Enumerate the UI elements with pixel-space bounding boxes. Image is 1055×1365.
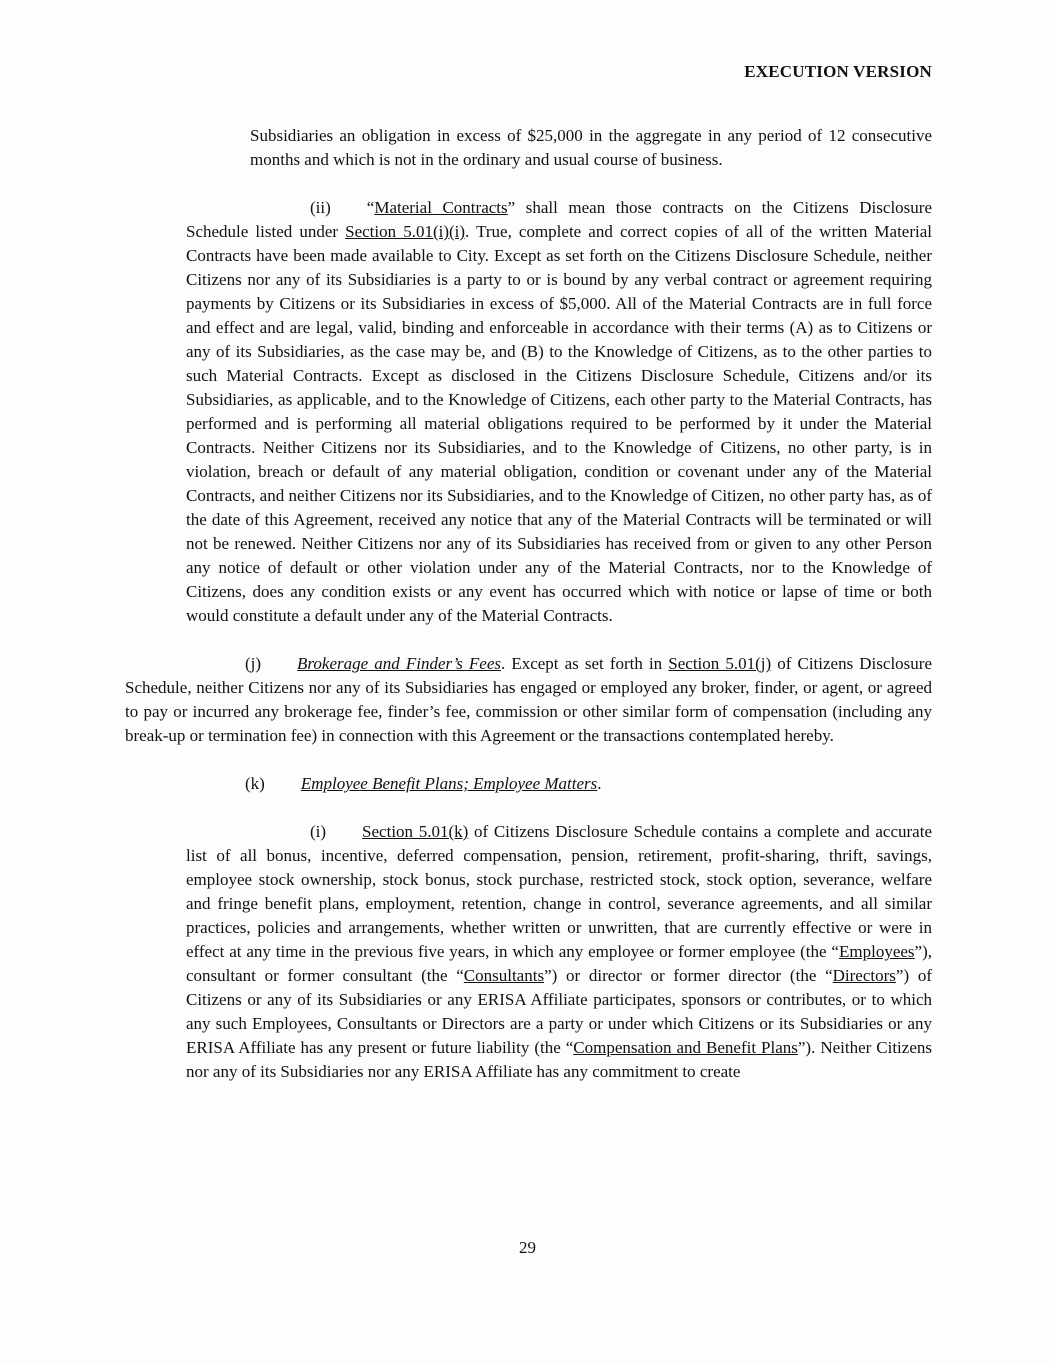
underlined-text: Material Contracts xyxy=(374,198,508,217)
text-run: . Except as set forth in xyxy=(501,654,669,673)
execution-version-label: EXECUTION VERSION xyxy=(744,62,932,81)
text-run: ”) or director or former director (the “ xyxy=(544,966,833,985)
underlined-text: Employee Benefit Plans; Employee Matters xyxy=(300,774,598,793)
underlined-text: Consultants xyxy=(463,966,545,985)
document-body xyxy=(125,124,932,1084)
paragraph xyxy=(125,772,932,796)
text-run: . True, complete and correct copies of all of the written Material Contracts have been made available to City. Except as set forth on the Citizens Disclosure Schedule, neither Citizens nor any of its Subsidiaries is a party to or is bound by any verbal contract or agreement requiring payments by Citizens or its Subsidiaries in excess of $5,000. All of the Material Contracts are in full force and effect and are legal, valid, binding and enforceable in accordance with their terms (A) as to Citizens or any of its Subsidiaries, as the case may be, and (B) to the Knowledge of Citizens, as to the other parties to such Material Contracts. Except as disclosed in the Citizens Disclosure Schedule, Citizens and/or its Subsidiaries, as applicable, and to the Knowledge of Citizens, each other party to the Material Contracts, has performed and is performing all material obligations required to be performed by it under the Material Contracts. Neither Citizens nor its Subsidiaries, and to the Knowledge of Citizens, no other party, is in violation, breach or default of any material obligation, condition or covenant under any of the Material Contracts, and neither Citizens nor its Subsidiaries, and to the Knowledge of Citizen, no other party has, as of the date of this Agreement, received any notice that any of the Material Contracts will be terminated or will not be renewed. Neither Citizens nor any of its Subsidiaries has received from or given to any other Person any notice of default or other violation under any of the Material Contracts, nor to the Knowledge of Citizens, does any condition exists or any event has occurred which with notice or lapse of time or both would constitute a default under any of the Material Contracts. xyxy=(186,222,932,625)
text-run: Subsidiaries an obligation in excess of $25,000 in the aggregate in any period of 12 consecutive months and which is not in the ordinary and usual course of business. xyxy=(250,126,932,169)
text-run: “ xyxy=(366,198,375,217)
paragraph xyxy=(186,196,932,628)
underlined-text: Section 5.01(i)(i) xyxy=(345,222,466,241)
text-run: (k) xyxy=(245,774,265,793)
underlined-text: Section 5.01(k) xyxy=(362,822,469,841)
page-header xyxy=(125,60,932,84)
text-run: ”). Neither Citizens nor any of its Subsidiaries nor any ERISA Affiliate has any commitment to create xyxy=(186,1038,932,1081)
underlined-text: Section 5.01(j) xyxy=(668,654,772,673)
underlined-text: Compensation and Benefit Plans xyxy=(573,1038,798,1057)
text-run: (ii) xyxy=(310,198,331,217)
text-run: ” shall mean those contracts on the Citizens Disclosure Schedule listed under xyxy=(186,198,932,241)
paragraph xyxy=(250,124,932,172)
underlined-text: Employees xyxy=(838,942,915,961)
paragraph xyxy=(125,652,932,748)
text-run: (i) xyxy=(310,822,327,841)
page-number: 29 xyxy=(519,1238,536,1257)
text-run: . xyxy=(597,774,602,793)
text-run: ”), consultant or former consultant (the “ xyxy=(186,942,932,985)
text-run: (j) xyxy=(245,654,262,673)
paragraph xyxy=(186,820,932,1084)
underlined-text: Brokerage and Finder’s Fees xyxy=(297,654,501,673)
text-run: of Citizens Disclosure Schedule contains a complete and accurate list of all bonus, incentive, deferred compensation, pension, retirement, profit-sharing, thrift, savings, employee stock ownership, stock bonus, stock purchase, restricted stock, stock option, severance, welfare and fringe benefit plans, employment, retention, change in control, severance agreements, and all similar practices, policies and arrangements, whether written or unwritten, that are currently effective or were in effect at any time in the previous five years, in which any employee or former employee (the “ xyxy=(186,822,932,961)
underlined-text: Directors xyxy=(832,966,896,985)
text-run: ”) of Citizens or any of its Subsidiaries or any ERISA Affiliate participates, sponsors or contributes, or to which any such Employees, Consultants or Directors are a party or under which Citizens or its Subsidiaries or any ERISA Affiliate has any present or future liability (the “ xyxy=(186,966,932,1057)
text-run: of Citizens Disclosure Schedule, neither Citizens nor any of its Subsidiaries has engaged or employed any broker, finder, or agent, or agreed to pay or incurred any brokerage fee, finder’s fee, commission or other similar form of compensation (including any break-up or termination fee) in connection with this Agreement or the transactions contemplated hereby. xyxy=(125,654,932,745)
